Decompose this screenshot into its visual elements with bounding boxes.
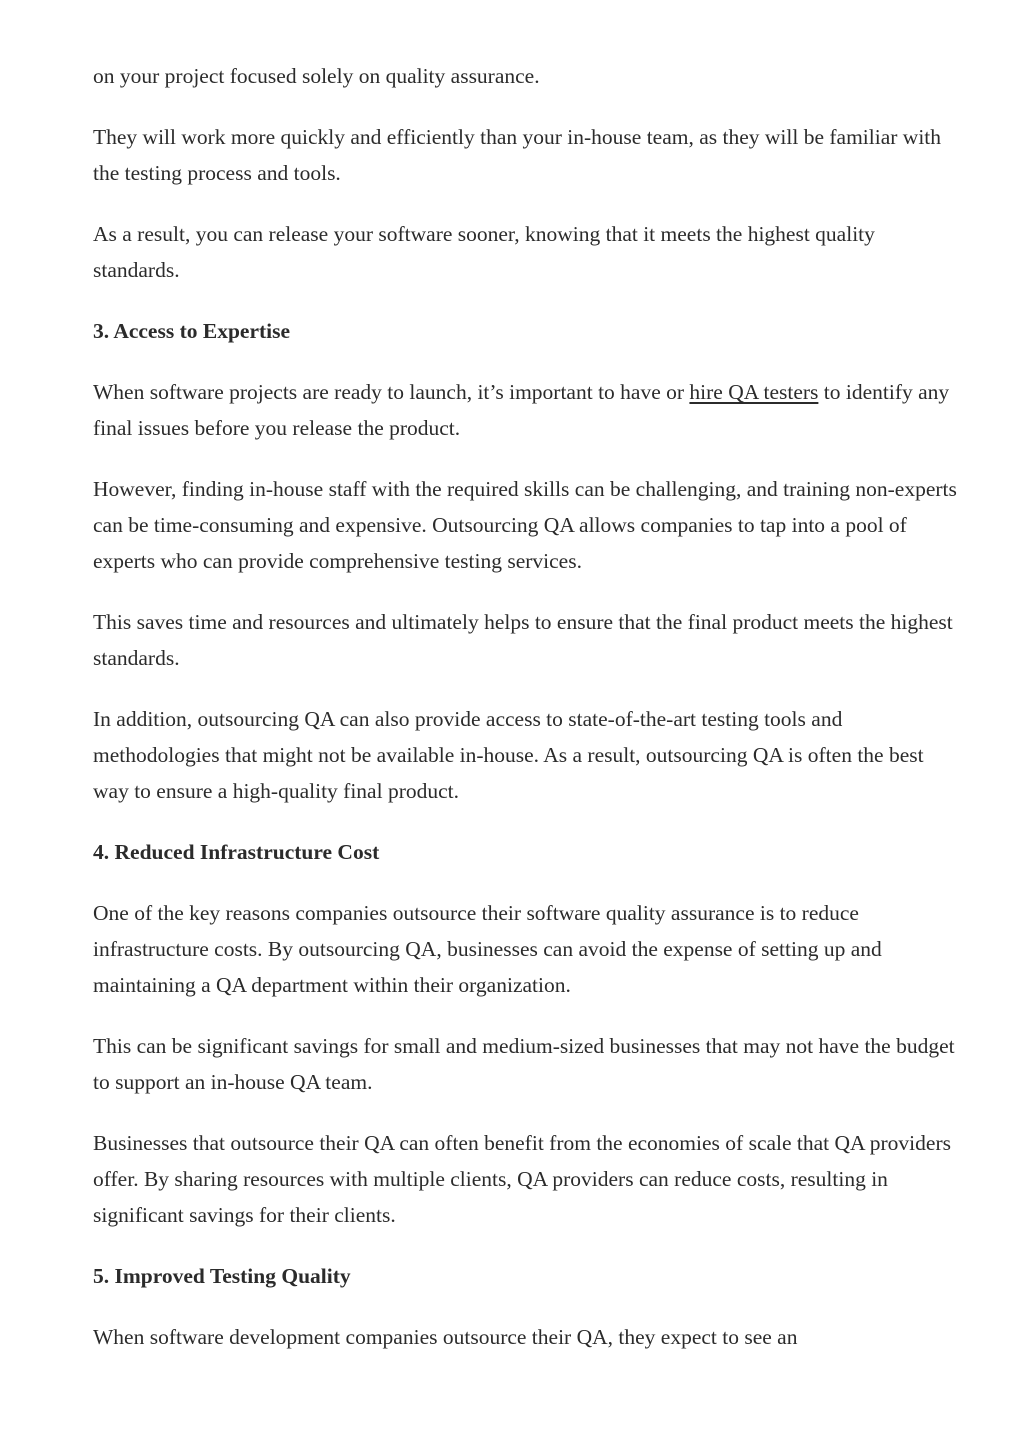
hire-qa-testers-link[interactable]: hire QA testers (689, 380, 819, 404)
paragraph: However, finding in-house staff with the required skills can be challenging, and training non-experts can be time-consuming and expensive. Outsourcing QA allows companies to tap into a pool of experts who can provide comprehensive testing services. (93, 477, 957, 573)
paragraph: on your project focused solely on quality assurance. (93, 64, 540, 88)
paragraph-text: When software projects are ready to launch, it’s important to have or (93, 380, 690, 404)
paragraph (93, 374, 963, 446)
paragraph-text: to identify any final issues before you release the product. (93, 380, 950, 440)
paragraph: As a result, you can release your software sooner, knowing that it meets the highest quality standards. (93, 222, 875, 282)
paragraph: They will work more quickly and efficiently than your in-house team, as they will be familiar with the testing process and tools. (93, 125, 942, 185)
section-heading-reduced-infrastructure-cost: 4. Reduced Infrastructure Cost (93, 840, 380, 864)
paragraph: In addition, outsourcing QA can also provide access to state-of-the-art testing tools and methodologies that might not be available in-house. As a result, outsourcing QA is often the best way to ensure a high-quality final product. (93, 707, 924, 803)
article-body (93, 58, 963, 1380)
section-heading-access-to-expertise: 3. Access to Expertise (93, 319, 291, 343)
paragraph: Businesses that outsource their QA can often benefit from the economies of scale that QA providers offer. By sharing resources with multiple clients, QA providers can reduce costs, resulting in significant savings for their clients. (93, 1131, 951, 1227)
section-heading-improved-testing-quality: 5. Improved Testing Quality (93, 1264, 351, 1288)
paragraph: This saves time and resources and ultimately helps to ensure that the final product meets the highest standards. (93, 610, 953, 670)
paragraph: One of the key reasons companies outsource their software quality assurance is to reduce infrastructure costs. By outsourcing QA, businesses can avoid the expense of setting up and maintaining a QA department within their organization. (93, 901, 882, 997)
paragraph: This can be significant savings for small and medium-sized businesses that may not have the budget to support an in-house QA team. (93, 1034, 955, 1094)
paragraph: When software development companies outsource their QA, they expect to see an (93, 1325, 798, 1349)
